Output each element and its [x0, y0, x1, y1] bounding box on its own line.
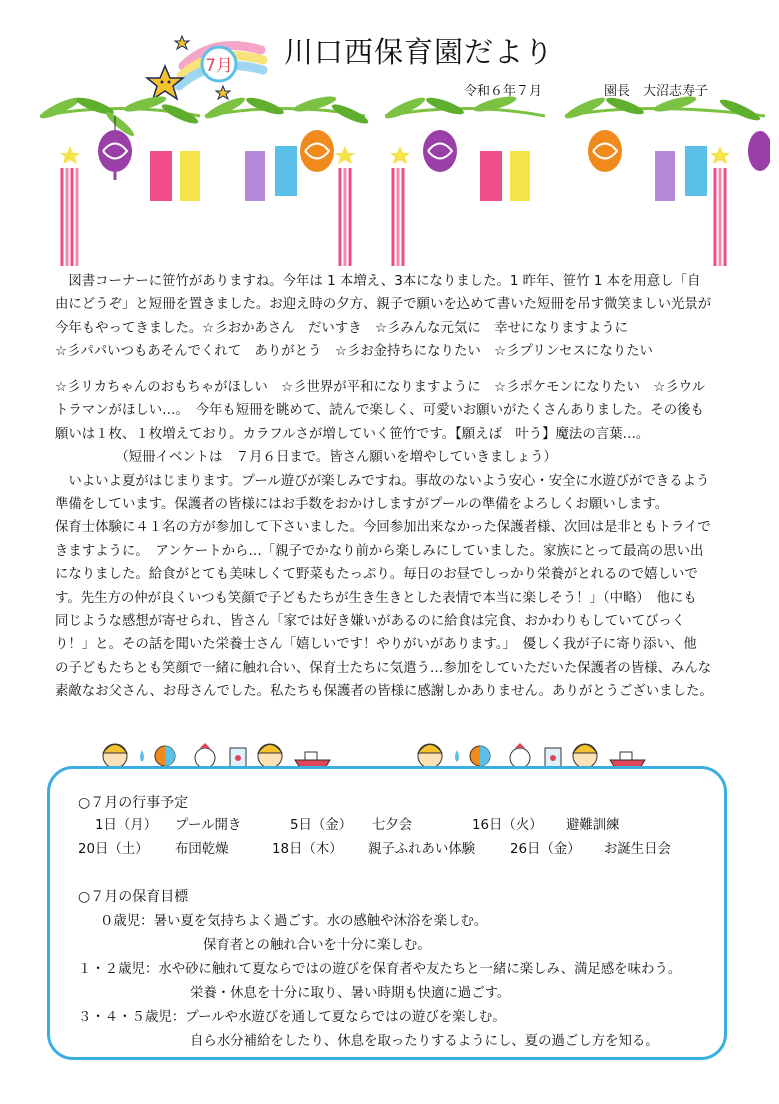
water-drop-icon — [140, 750, 144, 762]
event-date: 16日（火） — [472, 818, 543, 833]
events-heading: ○７月の行事予定 — [78, 795, 189, 811]
goal-line: １・２歳児：水や砂に触れて夏ならではの遊びを保育者や友たちと一緒に楽しみ、満足感を味わう。 — [78, 962, 682, 977]
chick-icon — [195, 743, 215, 768]
event-name: お誕生日会 — [604, 842, 671, 857]
event-date: 5日（金） — [290, 818, 353, 833]
text-line: 素敵なお父さん、お母さんでした。私たちも保護者の皆様に感謝しかありません。ありがとうございました。 — [55, 684, 713, 700]
event-date: 1日（月） — [95, 818, 158, 833]
tanabata-bamboo-decoration — [40, 96, 770, 266]
text-line: いよいよ夏がはじまります。プール遊びが楽しみですね。事故のないよう安心・安全に水遊びができるよう — [55, 473, 710, 489]
child-with-cap-icon — [103, 744, 127, 768]
text-line: す。先生方の仲が良くいつも笑顔で子どもたちが生き生きとした表情で本当に楽しそう！」（中略） 他にも — [55, 590, 697, 606]
goal-line: ３・４・５歳児：プールや水遊びを通して夏ならではの遊びを楽しむ。 — [78, 1010, 506, 1025]
text-line: 準備をしています。保護者の皆様にはお手数をおかけしますがプールの準備をよろしくお願いします。 — [55, 497, 669, 513]
summer-paragraph — [55, 376, 755, 704]
principal-name: 園長 大沼志寿子 — [604, 84, 709, 99]
text-line: 同じような感想が寄せられ、皆さん「家では好き嫌いがあるのに給食は完食、おかわりもしていてびっく — [55, 614, 686, 630]
beach-ball-icon — [155, 746, 175, 766]
event-date: 18日（木） — [272, 842, 343, 857]
goal-line: ０歳児：暑い夏を気持ちよく過ごす。水の感触や沐浴を楽しむ。 — [100, 914, 488, 929]
text-line: 今年もやってきました。☆彡おかあさん だいすき ☆彡みんな元気に 幸せになりますように — [55, 320, 629, 336]
event-name: プール開き — [175, 818, 242, 833]
text-line: ☆彡パパいつもあそんでくれて ありがとう ☆彡お金持ちになりたい ☆彡プリンセスになりたい — [55, 344, 653, 360]
bamboo-unit — [40, 96, 200, 266]
text-line: になりました。給食がとても美味しくて野菜もたっぷり。毎日のお昼でしっかり栄養がとれるので嬉しいで — [55, 567, 698, 583]
tanabata-paragraph — [55, 270, 755, 364]
issue-date: 令和６年７月 — [464, 84, 543, 99]
event-name: 避難訓練 — [566, 818, 620, 833]
goal-line: 栄養・休息を十分に取り、暑い時期も快適に過ごす。 — [190, 986, 511, 1001]
event-name: 七夕会 — [372, 818, 413, 833]
event-date: 26日（金） — [510, 842, 581, 857]
child-with-cap-icon — [258, 744, 282, 768]
text-line: （短冊イベントは ７月６日まで。皆さん願いを増やしていきましょう） — [55, 450, 557, 466]
goal-line: 自ら水分補給をしたり、休息を取ったりするようにし、夏の過ごし方を知る。 — [190, 1034, 659, 1049]
text-line: ☆彡リカちゃんのおもちゃがほしい ☆彡世界が平和になりますように ☆彡ポケモンになりたい ☆彡ウル — [55, 380, 706, 395]
text-line: きますように。 アンケートから…「親子でかなり前から楽しみにしていました。家族にとって最高の思い出 — [55, 543, 704, 559]
bucket-icon — [230, 748, 246, 768]
event-date: 20日（土） — [78, 842, 149, 857]
event-name: 親子ふれあい体験 — [368, 842, 476, 857]
star-icon — [147, 66, 183, 99]
event-name: 布団乾燥 — [175, 842, 229, 857]
text-line: 図書コーナーに笹竹がありますね。今年は 1 本増え、3本になりました。1 昨年、笹竹 1 本を用意し「自 — [55, 274, 701, 289]
text-line: トラマンがほしい…。 今年も短冊を眺めて、読んで楽しく、可愛いお願いがたくさんありました。その後も — [55, 403, 704, 419]
text-line: 由にどうぞ」と短冊を置きました。お迎え時の夕方、親子で願いを込めて書いた短冊を吊す微笑ましい光景が — [55, 297, 712, 313]
text-line: り！」と。その話を聞いた栄養士さん「嬉しいです！やりがいがあります。」 優しく我が子に寄り添い、他 — [55, 637, 697, 653]
text-line: 願いは１枚、１枚増えており。カラフルさが増していく笹竹です。【願えば 叶う】魔法の言葉…。 — [55, 426, 650, 442]
goal-line: 保育者との触れ合いを十分に楽しむ。 — [203, 938, 431, 953]
newsletter-title: 川口西保育園だより — [284, 35, 555, 69]
text-line: 保育士体験に４１名の方が参加して下さいました。今回参加出来なかった保護者様、次回は是非ともトライで — [55, 520, 711, 536]
month-badge: 7月 — [205, 56, 233, 76]
goals-heading: ○７月の保育目標 — [78, 889, 189, 905]
text-line: の子どもたちとも笑顔で一緒に触れ合い、保育士たちに気遣う…参加をしていただいた保護者の皆様、みんな — [55, 660, 712, 676]
